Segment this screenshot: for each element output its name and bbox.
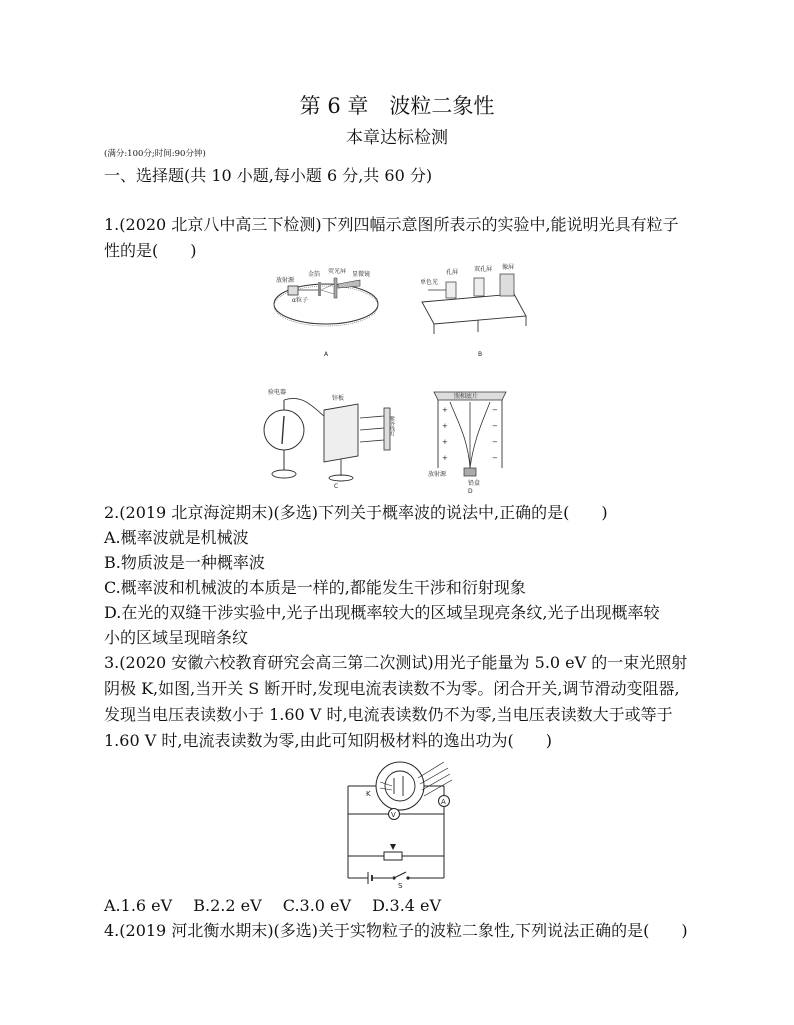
figure-a-caption: A	[324, 351, 329, 358]
figure-d-label-lead-box: 铅盒	[468, 480, 481, 487]
figure-d-label-film: 照相底片	[454, 393, 479, 400]
figure-d-caption: D	[468, 488, 473, 494]
figure-d-deflection	[422, 388, 518, 494]
svg-text:−: −	[492, 406, 498, 414]
question-3-line-4: 1.60 V 时,电流表读数为零,由此可知阴极材料的逸出功为( )	[104, 731, 553, 750]
svg-text:−: −	[492, 454, 498, 462]
question-2-option-b: B.物质波是一种概率波	[104, 553, 265, 572]
question-4-stem: 4.(2019 河北衡水期末)(多选)关于实物粒子的波粒二象性,下列说法正确的是( )	[104, 921, 688, 940]
figure-circuit	[340, 756, 480, 888]
svg-text:+: +	[442, 438, 448, 446]
ammeter-label: A	[441, 798, 446, 806]
question-1-line-2: 性的是( )	[104, 241, 197, 260]
svg-text:+: +	[442, 454, 448, 462]
svg-text:+: +	[442, 406, 448, 414]
cathode-label: K	[366, 790, 371, 798]
question-2-option-d-cont: 小的区域呈现暗条纹	[104, 628, 249, 647]
question-2-option-d: D.在光的双缝干涉实验中,光子出现概率较大的区域呈现亮条纹,光子出现概率较	[104, 603, 660, 622]
figure-c-photoelectric	[262, 386, 398, 490]
question-3-line-1: 3.(2020 安徽六校教育研究会高三第二次测试)用光子能量为 5.0 eV 的一束光照射	[104, 653, 688, 672]
section-subtitle: 本章达标检测	[346, 128, 448, 148]
figure-a-label-foil: 金箔	[308, 271, 321, 278]
question-1-line-1: 1.(2020 北京八中高三下检测)下列四幅示意图所表示的实验中,能说明光具有粒子	[104, 215, 679, 234]
figure-b-double-slit	[418, 262, 530, 360]
question-3-options: A.1.6 eV B.2.2 eV C.3.0 eV D.3.4 eV	[104, 896, 442, 915]
figure-c-label-uv-lamp: 紫外线灯	[389, 416, 395, 436]
figure-b-caption: B	[478, 351, 483, 358]
figure-b-label-hole-screen: 孔屏	[446, 269, 459, 276]
figure-c-caption: C	[334, 483, 339, 490]
question-3-line-2: 阴极 K,如图,当开关 S 断开时,发现电流表读数不为零。闭合开关,调节滑动变阻器,	[104, 679, 680, 698]
chapter-title: 第 6 章 波粒二象性	[299, 94, 495, 118]
question-2-option-a: A.概率波就是机械波	[104, 528, 249, 547]
question-2-stem: 2.(2019 北京海淀期末)(多选)下列关于概率波的说法中,正确的是( )	[104, 503, 608, 522]
figure-d-label-source: 放射源	[428, 471, 447, 478]
figure-a-label-screen: 荧光屏	[328, 268, 347, 275]
figure-a-label-microscope: 显微镜	[352, 271, 371, 278]
svg-text:−: −	[492, 438, 498, 446]
section-heading: 一、选择题(共 10 小题,每小题 6 分,共 60 分)	[104, 166, 433, 185]
figure-b-label-image-screen: 像屏	[502, 264, 515, 271]
figure-a-label-source: 放射源	[276, 277, 295, 284]
figure-b-label-light: 单色光	[420, 279, 439, 286]
figure-a-alpha-scattering	[272, 268, 380, 360]
exam-note: (满分:100分;时间:90分钟)	[104, 149, 206, 159]
question-3-line-3: 发现当电压表读数小于 1.60 V 时,电流表读数仍不为零,当电压表读数大于或等于	[104, 705, 673, 724]
figure-b-label-double-hole: 双孔屏	[474, 266, 493, 273]
voltmeter-label: V	[391, 811, 396, 819]
figure-a-label-alpha: α粒子	[292, 297, 308, 304]
svg-text:+: +	[442, 422, 448, 430]
svg-text:−: −	[492, 422, 498, 430]
switch-label: S	[398, 882, 403, 888]
question-2-option-c: C.概率波和机械波的本质是一样的,都能发生干涉和衍射现象	[104, 578, 526, 597]
figure-c-label-electroscope: 验电器	[268, 389, 287, 396]
figure-c-label-zinc: 锌板	[332, 395, 345, 402]
